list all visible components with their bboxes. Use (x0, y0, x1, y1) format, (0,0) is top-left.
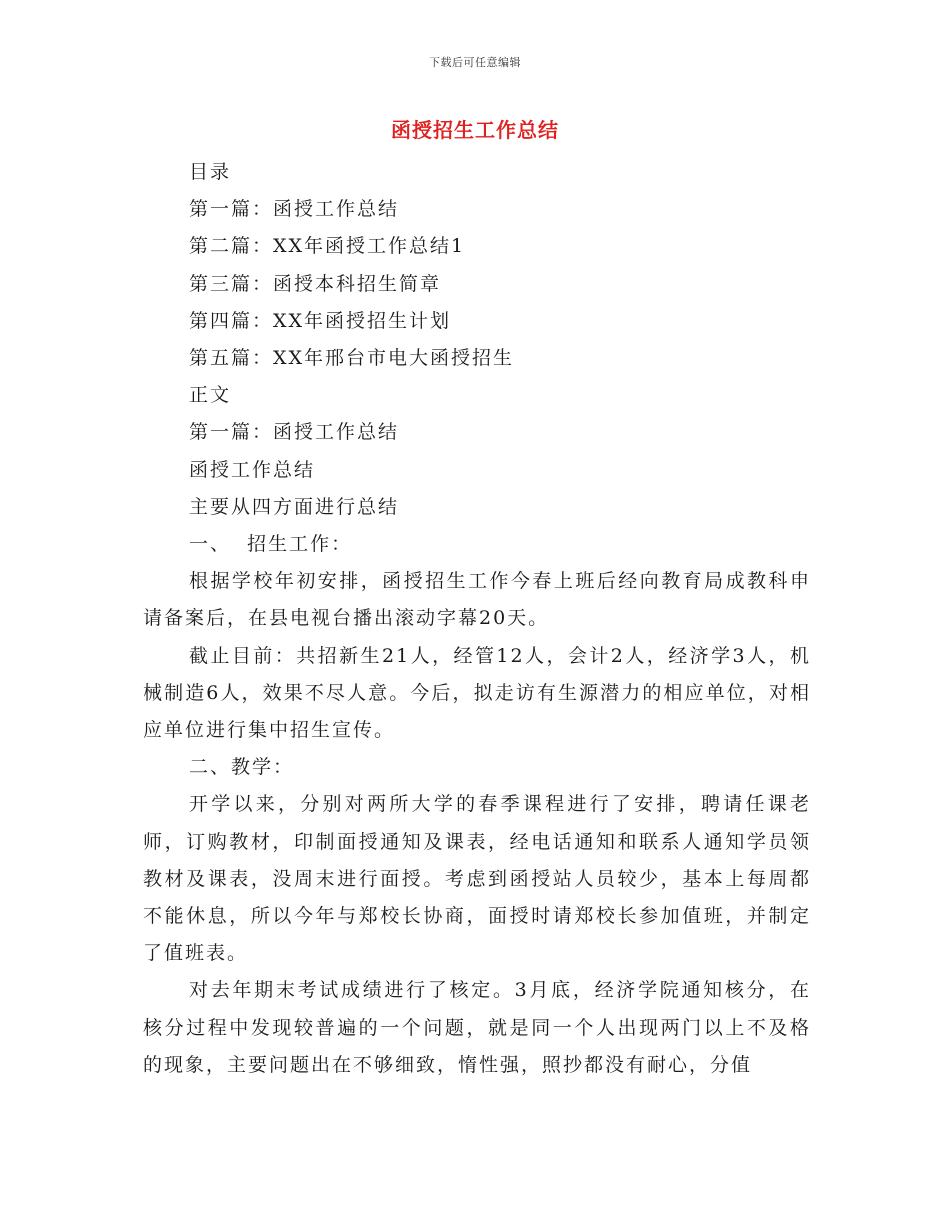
body-heading: 正文 (189, 384, 232, 407)
paragraph-1: 根据学校年初安排，函授招生工作今春上班后经向教育局成教科申请备案后，在县电视台播出滚动字幕20天。 (143, 570, 811, 630)
paragraph-4: 对去年期末考试成绩进行了核定。3月底，经济学院通知核分，在核分过程中发现较普遍的一个问题，就是同一个人出现两门以上不及格的现象，主要问题出在不够细致，惰性强，照抄都没有耐心，分值 (143, 979, 811, 1076)
part-title: 第一篇：函授工作总结 (189, 421, 400, 444)
toc-item-2: 第二篇：XX年函授工作总结1 (189, 235, 466, 258)
toc-item-5: 第五篇：XX年邢台市电大函授招生 (189, 347, 515, 370)
document-body (143, 154, 811, 1084)
subtitle: 函授工作总结 (189, 458, 316, 481)
paragraph-3: 开学以来，分别对两所大学的春季课程进行了安排，聘请任课老师，订购教材，印制面授通知及课表，经电话通知和联系人通知学员领教材及课表，没周末进行面授。考虑到函授站人员较少，基本上每周都不能休息，所以今年与郑校长协商，面授时请郑校长参加值班，并制定了值班表。 (143, 793, 811, 965)
toc-item-4: 第四篇：XX年函授招生计划 (189, 309, 452, 332)
toc-heading: 目录 (189, 161, 232, 183)
toc-item-3: 第三篇：函授本科招生简章 (189, 272, 442, 295)
header-note: 下载后可任意编辑 (429, 56, 521, 69)
section-1-heading: 一、 招生工作： (189, 533, 353, 556)
section-2-heading: 二、教学： (189, 756, 295, 779)
intro-line: 主要从四方面进行总结 (189, 495, 400, 518)
document-title: 函授招生工作总结 (391, 118, 559, 142)
paragraph-2: 截止目前：共招新生21人，经管12人，会计2人，经济学3人，机械制造6人，效果不尽人意。今后，拟走访有生源潜力的相应单位，对相应单位进行集中招生宣传。 (143, 644, 811, 742)
toc-item-1: 第一篇：函授工作总结 (189, 198, 400, 221)
